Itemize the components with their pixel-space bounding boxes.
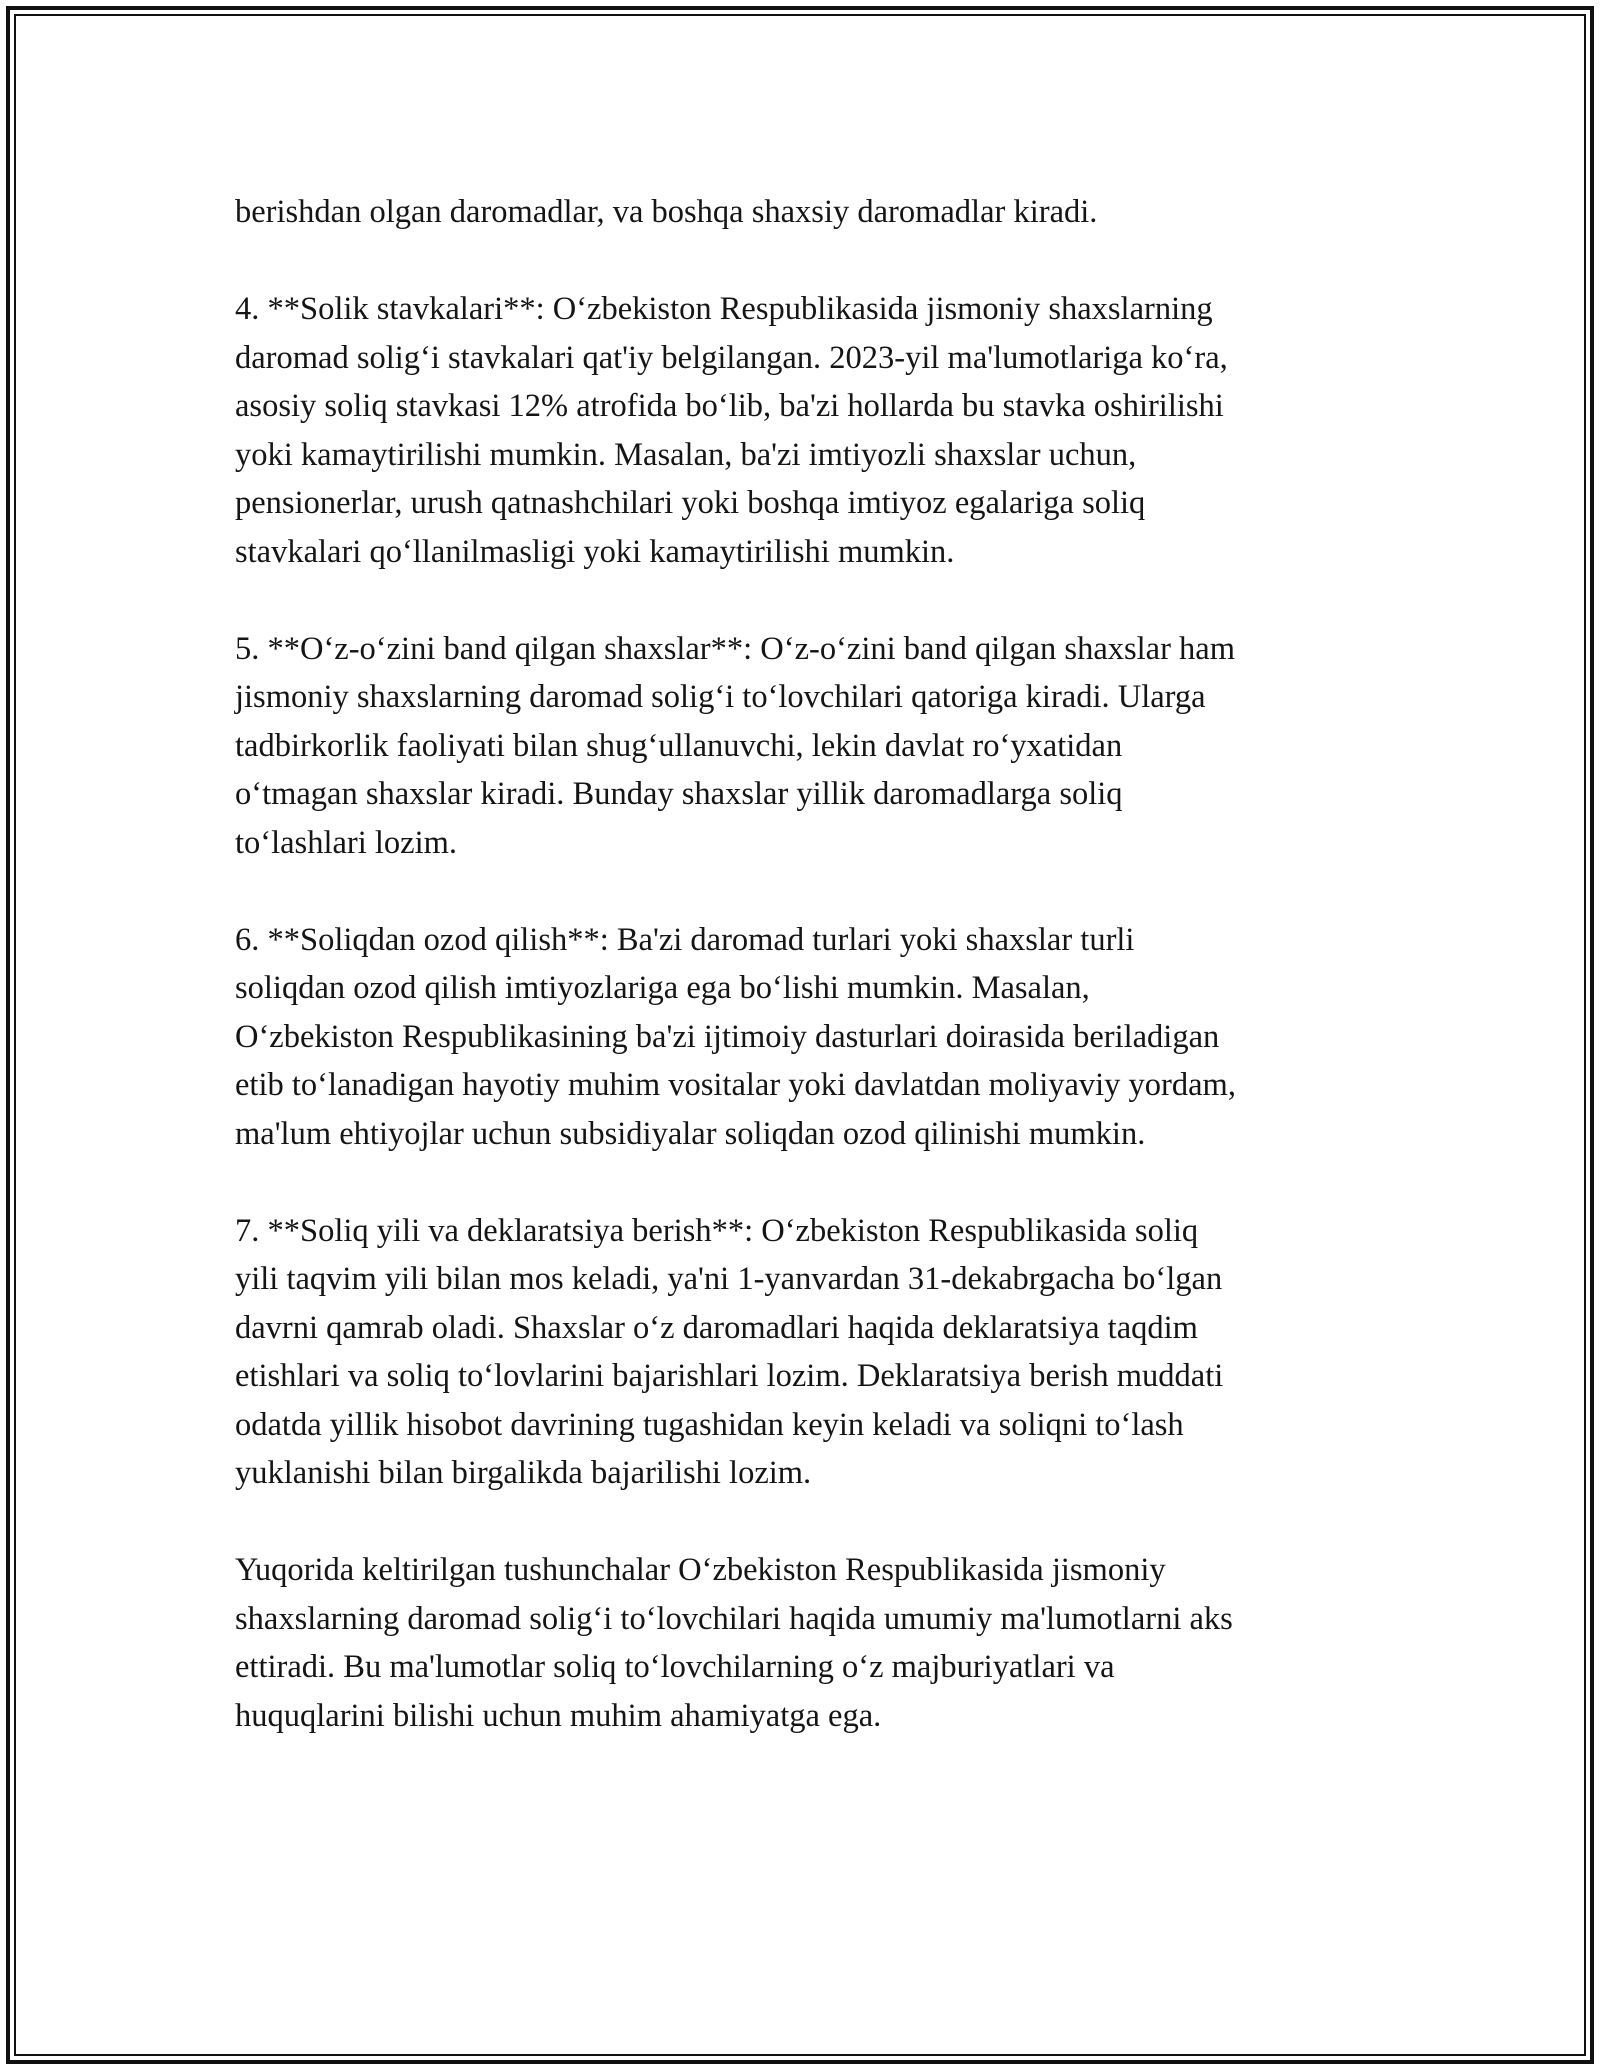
paragraph-tax-exemption xyxy=(235,916,1385,1159)
document-body xyxy=(235,188,1385,1789)
text-line: shaxslarning daromad solig‘i to‘lovchilari haqida umumiy ma'lumotlarni aks xyxy=(235,1600,1233,1637)
text-line: tadbirkorlik faoliyati bilan shug‘ullanuvchi, lekin davlat ro‘yxatidan xyxy=(235,727,1123,764)
text-line: 5. **O‘z-o‘zini band qilgan shaxslar**: O‘z-o‘zini band qilgan shaxslar ham xyxy=(235,630,1235,667)
text-line: etib to‘lanadigan hayotiy muhim vositalar yoki davlatdan moliyaviy yordam, xyxy=(235,1067,1236,1103)
text-line: etishlari va soliq to‘lovlarini bajarishlari lozim. Deklaratsiya berish muddati xyxy=(235,1358,1224,1394)
text-line: asosiy soliq stavkasi 12% atrofida bo‘lib, ba'zi hollarda bu stavka oshirilishi xyxy=(235,388,1224,424)
paragraph-tax-rates xyxy=(235,285,1385,576)
text-line: daromad solig‘i stavkalari qat'iy belgilangan. 2023-yil ma'lumotlariga ko‘ra, xyxy=(235,339,1228,376)
text-line: davrni qamrab oladi. Shaxslar o‘z daromadlari haqida deklaratsiya taqdim xyxy=(235,1309,1198,1346)
text-line: yoki kamaytirilishi mumkin. Masalan, ba'zi imtiyozli shaxslar uchun, xyxy=(235,436,1137,473)
text-line: o‘tmagan shaxslar kiradi. Bunday shaxslar yillik daromadlarga soliq xyxy=(235,776,1123,812)
text-line: 6. **Soliqdan ozod qilish**: Ba'zi daromad turlari yoki shaxslar turli xyxy=(235,921,1135,958)
text-line: ettiradi. Bu ma'lumotlar soliq to‘lovchilarning o‘z majburiyatlari va xyxy=(235,1649,1115,1685)
text-line: ma'lum ehtiyojlar uchun subsidiyalar soliqdan ozod qilinishi mumkin. xyxy=(235,1115,1146,1152)
text-line: yuklanishi bilan birgalikda bajarilishi lozim. xyxy=(235,1455,812,1491)
text-line: soliqdan ozod qilish imtiyozlariga ega bo‘lishi mumkin. Masalan, xyxy=(235,970,1090,1006)
text-line: odatda yillik hisobot davrining tugashidan keyin keladi va soliqni to‘lash xyxy=(235,1406,1184,1443)
paragraph-conclusion xyxy=(235,1546,1385,1740)
paragraph-tax-year-declaration xyxy=(235,1207,1385,1498)
text-line: huquqlarini bilishi uchun muhim ahamiyatga ega. xyxy=(235,1697,882,1734)
text-line: 4. **Solik stavkalari**: O‘zbekiston Respublikasida jismoniy shaxslarning xyxy=(235,291,1213,327)
text-line: O‘zbekiston Respublikasining ba'zi ijtimoiy dasturlari doirasida beriladigan xyxy=(235,1018,1220,1055)
paragraph-self-employed xyxy=(235,625,1385,868)
paragraph-income-types-end xyxy=(235,188,1385,237)
text-line: yili taqvim yili bilan mos keladi, ya'ni 1-yanvardan 31-dekabrgacha bo‘lgan xyxy=(235,1261,1223,1297)
text-line: jismoniy shaxslarning daromad solig‘i to‘lovchilari qatoriga kiradi. Ularga xyxy=(235,679,1206,715)
text-line: stavkalari qo‘llanilmasligi yoki kamaytirilishi mumkin. xyxy=(235,533,955,570)
text-line: 7. **Soliq yili va deklaratsiya berish**: O‘zbekiston Respublikasida soliq xyxy=(235,1212,1199,1249)
text-line: to‘lashlari lozim. xyxy=(235,824,458,861)
text-line: berishdan olgan daromadlar, va boshqa shaxsiy daromadlar kiradi. xyxy=(235,194,1098,230)
text-line: pensionerlar, urush qatnashchilari yoki boshqa imtiyoz egalariga soliq xyxy=(235,485,1146,521)
text-line: Yuqorida keltirilgan tushunchalar O‘zbekiston Respublikasida jismoniy xyxy=(235,1552,1166,1588)
